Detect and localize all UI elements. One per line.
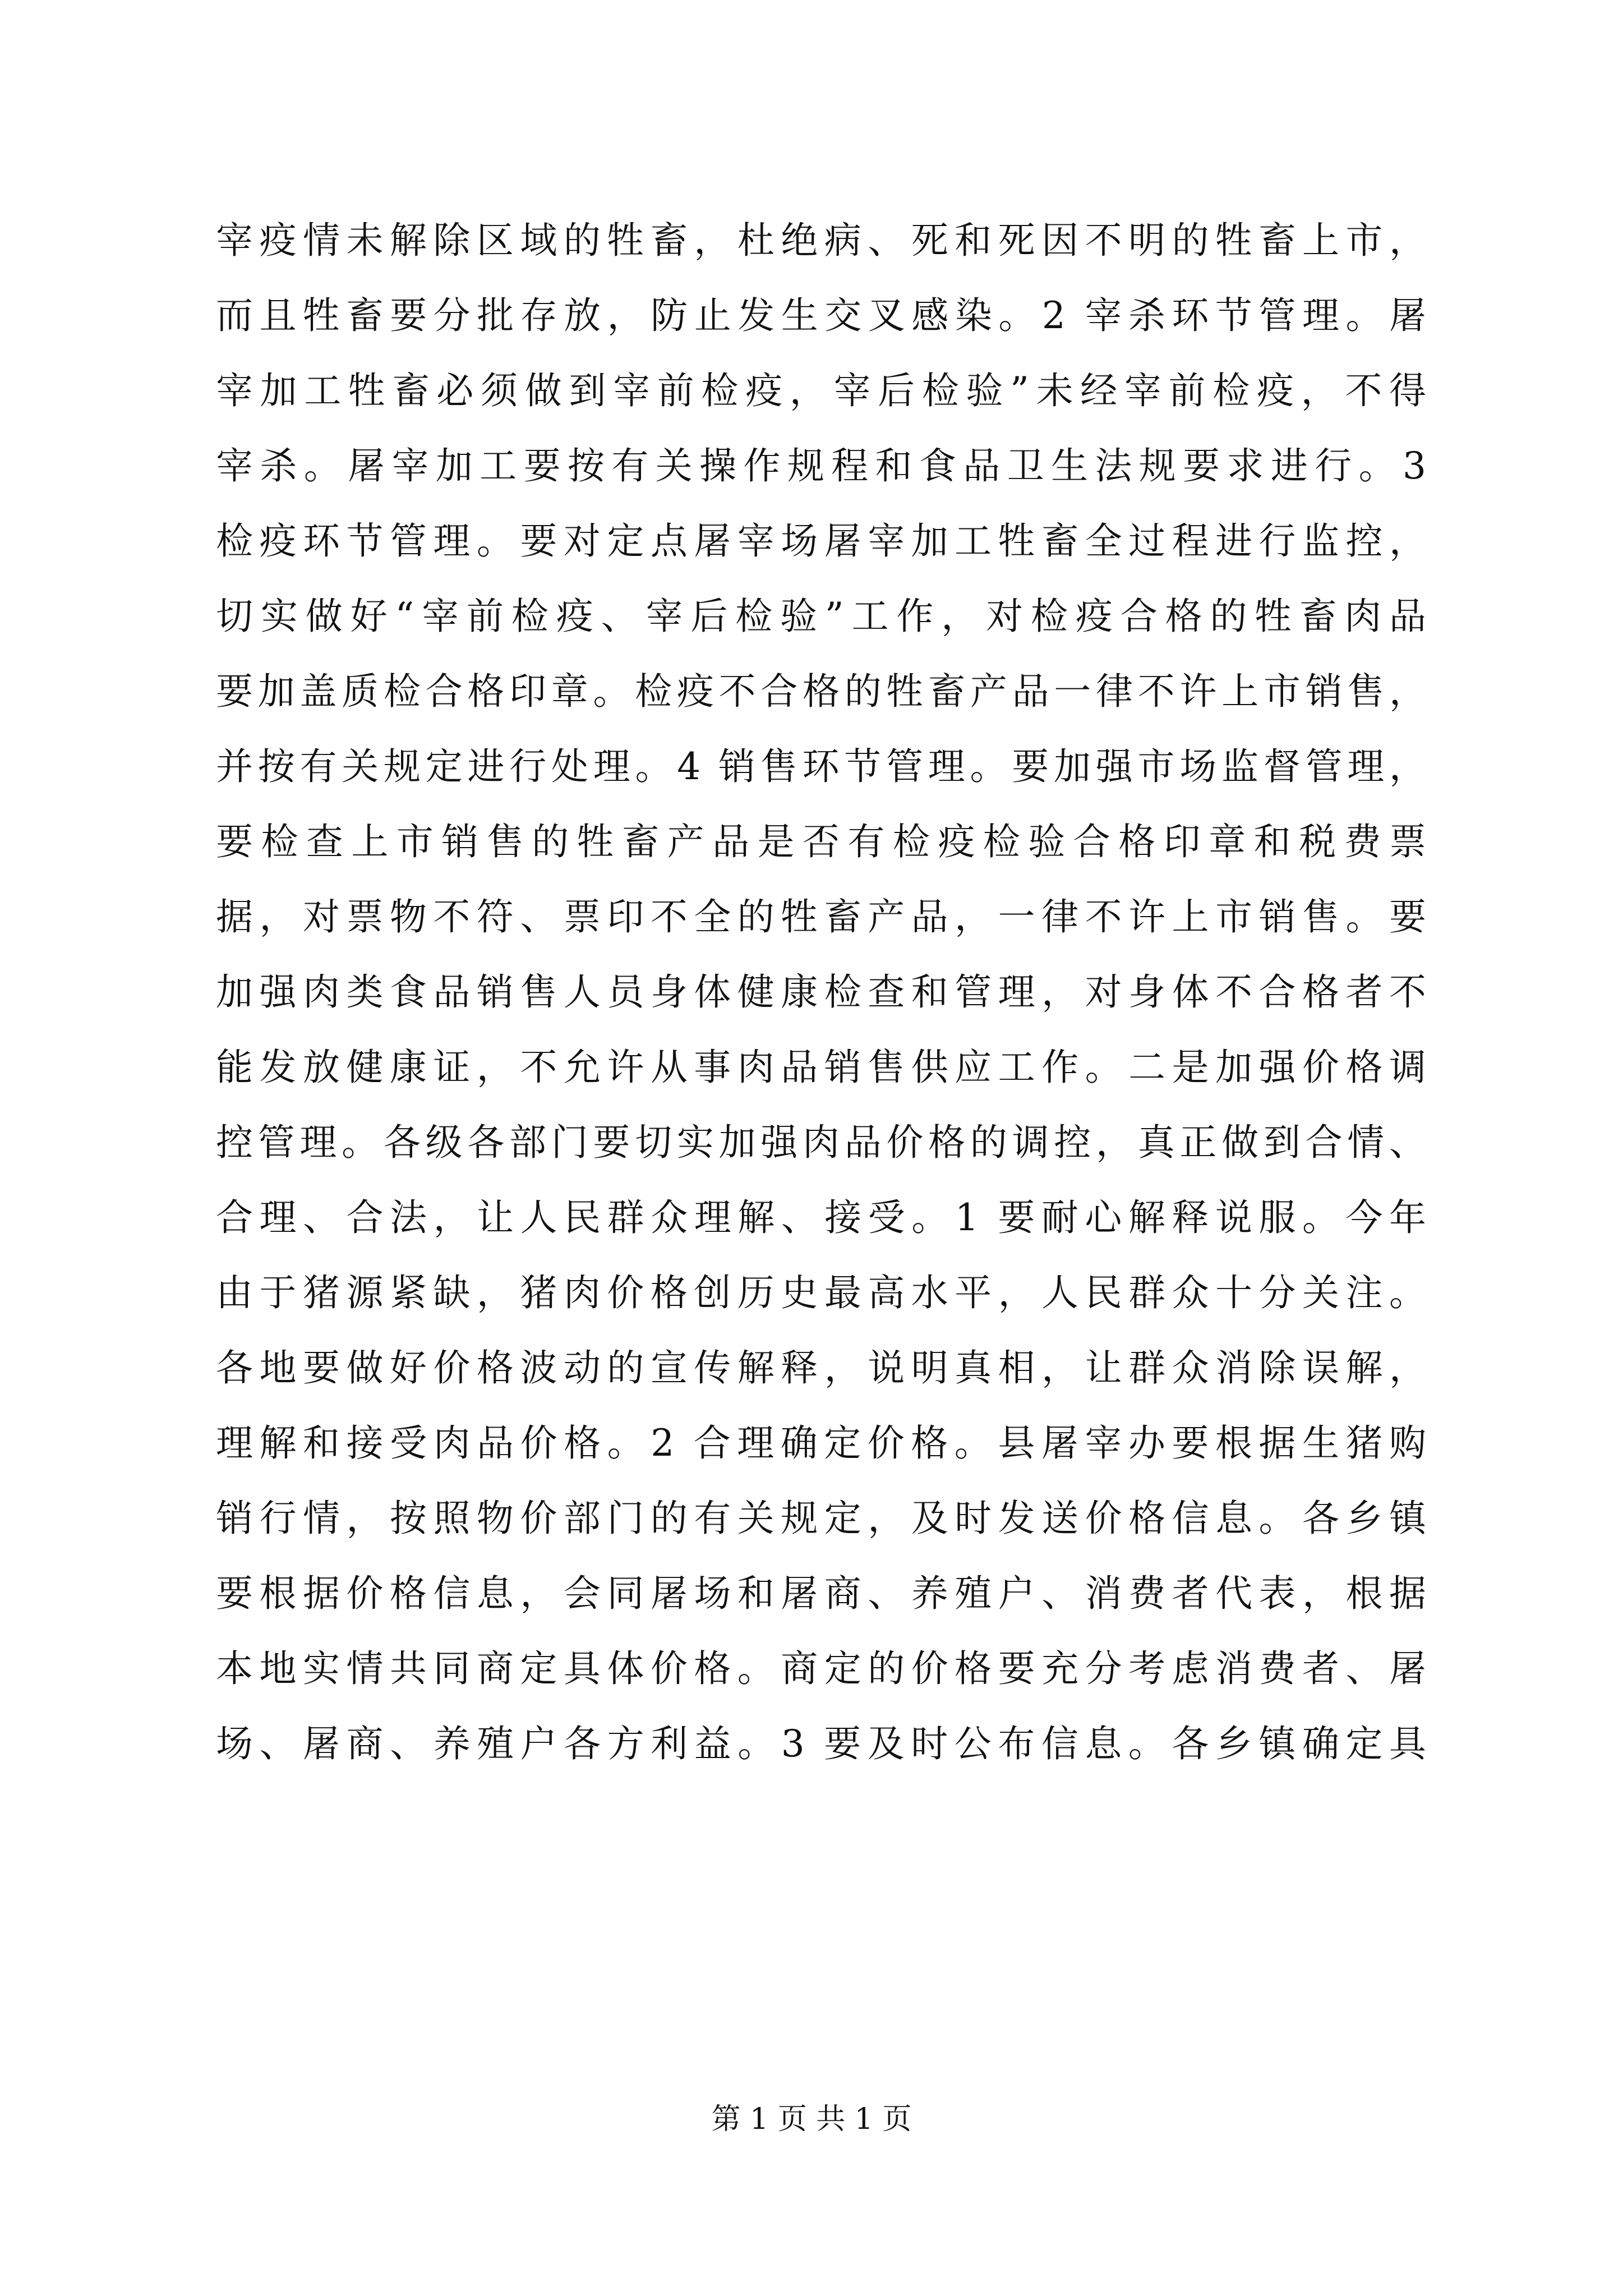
- text-line-20: 本地实情共同商定具体价格。商定的价格要充分考虑消费者、屠: [216, 1647, 1427, 1690]
- text-line-7: 要加盖质检合格印章。检疫不合格的牲畜产品一律不许上市销售，: [216, 670, 1427, 713]
- body-text: [216, 203, 1427, 1782]
- text-line-21: 场、屠商、养殖户各方利益。3 要及时公布信息。各乡镇确定具: [216, 1722, 1427, 1765]
- text-line-16: 各地要做好价格波动的宣传解释，说明真相，让群众消除误解，: [216, 1346, 1427, 1389]
- text-line-17: 理解和接受肉品价格。2 合理确定价格。县屠宰办要根据生猪购: [216, 1421, 1427, 1465]
- text-line-6: 切实做好“宰前检疫、宰后检验”工作，对检疫合格的牲畜肉品: [216, 595, 1427, 638]
- text-line-13: 控管理。各级各部门要切实加强肉品价格的调控，真正做到合情、: [216, 1121, 1427, 1164]
- text-line-15: 由于猪源紧缺，猪肉价格创历史最高水平，人民群众十分关注。: [216, 1271, 1427, 1314]
- text-line-5: 检疫环节管理。要对定点屠宰场屠宰加工牲畜全过程进行监控，: [216, 519, 1427, 563]
- text-line-4: 宰杀。屠宰加工要按有关操作规程和食品卫生法规要求进行。3: [216, 444, 1427, 487]
- text-line-8: 并按有关规定进行处理。4 销售环节管理。要加强市场监督管理，: [216, 745, 1427, 788]
- text-line-11: 加强肉类食品销售人员身体健康检查和管理，对身体不合格者不: [216, 970, 1427, 1014]
- page-footer: [0, 2102, 1623, 2136]
- text-line-18: 销行情，按照物价部门的有关规定，及时发送价格信息。各乡镇: [216, 1497, 1427, 1540]
- text-line-9: 要检查上市销售的牲畜产品是否有检疫检验合格印章和税费票: [216, 820, 1427, 863]
- text-line-12: 能发放健康证，不允许从事肉品销售供应工作。二是加强价格调: [216, 1046, 1427, 1089]
- text-line-10: 据，对票物不符、票印不全的牲畜产品，一律不许上市销售。要: [216, 895, 1427, 938]
- text-line-2: 而且牲畜要分批存放，防止发生交叉感染。2 宰杀环节管理。屠: [216, 294, 1427, 337]
- text-line-14: 合理、合法，让人民群众理解、接受。1 要耐心解释说服。今年: [216, 1196, 1427, 1239]
- page-number-label: 第 1 页 共 1 页: [711, 2102, 912, 2136]
- text-line-3: 宰加工牲畜必须做到宰前检疫，宰后检验”未经宰前检疫，不得: [216, 369, 1427, 412]
- text-line-1: 宰疫情未解除区域的牲畜，杜绝病、死和死因不明的牲畜上市，: [216, 219, 1427, 262]
- text-line-19: 要根据价格信息，会同屠场和屠商、养殖户、消费者代表，根据: [216, 1572, 1427, 1615]
